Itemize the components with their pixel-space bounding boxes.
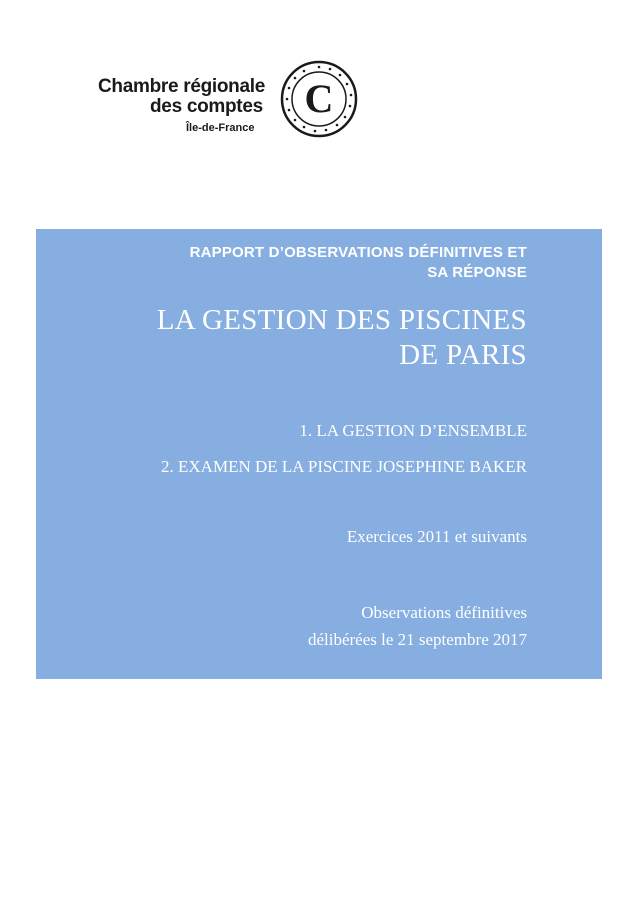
title-band [36,229,602,679]
report-type-line1: RAPPORT D’OBSERVATIONS DÉFINITIVES ET [189,244,527,261]
observations-line2: délibérées le 21 septembre 2017 [307,630,527,649]
part-1: 1. LA GESTION D’ENSEMBLE [299,421,527,440]
report-title-line2: DE PARIS [399,339,527,371]
exercices-period: Exercices 2011 et suivants [346,527,527,546]
report-title-line1: LA GESTION DES PISCINES [156,304,527,336]
observations-line1: Observations définitives [361,603,527,622]
seal-letter: C [304,76,334,121]
seal-icon [280,60,358,138]
report-type-line2: SA RÉPONSE [427,264,527,281]
part-2: 2. EXAMEN DE LA PISCINE JOSEPHINE BAKER [161,457,527,476]
logo-line-chambre: Chambre régionale [98,76,266,97]
logo-line-region: Île-de-France [186,122,255,134]
logo-line-comptes: des comptes [150,96,263,117]
